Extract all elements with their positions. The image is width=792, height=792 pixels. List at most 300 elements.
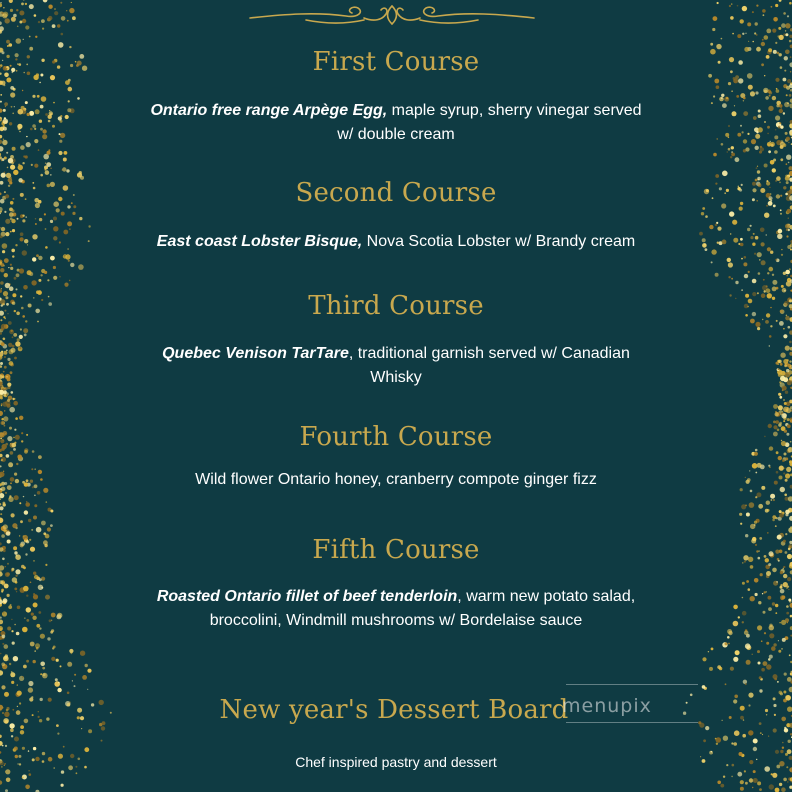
glitter-dot [740, 780, 744, 784]
glitter-dot [28, 687, 33, 692]
glitter-dot [713, 153, 717, 157]
glitter-dot [740, 125, 742, 127]
glitter-dot [45, 246, 48, 249]
glitter-dot [65, 284, 67, 286]
glitter-dot [778, 517, 782, 521]
glitter-dot [14, 357, 17, 360]
glitter-dot [15, 244, 17, 246]
glitter-dot [728, 643, 730, 645]
glitter-dot [15, 527, 17, 529]
glitter-dot [716, 222, 718, 224]
glitter-dot [722, 240, 727, 245]
glitter-dot [22, 219, 25, 222]
glitter-dot [728, 631, 732, 635]
glitter-dot [769, 655, 773, 659]
glitter-dot [65, 80, 70, 85]
glitter-dot [764, 90, 767, 93]
glitter-dot [5, 18, 10, 23]
glitter-dot [786, 211, 790, 215]
glitter-dot [11, 219, 15, 223]
glitter-dot [789, 600, 792, 603]
glitter-dot [3, 502, 6, 505]
glitter-dot [788, 740, 791, 743]
glitter-dot [66, 10, 67, 11]
glitter-dot [60, 665, 62, 667]
glitter-dot [785, 372, 791, 378]
glitter-dot [785, 618, 789, 622]
glitter-dot [28, 750, 29, 751]
glitter-dot [10, 267, 13, 270]
glitter-dot [25, 155, 28, 158]
glitter-dot [764, 121, 766, 123]
glitter-dot [2, 402, 7, 407]
glitter-dot [74, 685, 76, 687]
glitter-dot [746, 480, 750, 484]
glitter-dot [2, 664, 7, 669]
glitter-dot [758, 662, 761, 665]
glitter-dot [5, 745, 7, 747]
glitter-dot [741, 258, 743, 260]
glitter-dot [787, 622, 789, 624]
glitter-dot [6, 404, 10, 408]
glitter-dot [775, 612, 777, 614]
glitter-dot [0, 117, 2, 121]
glitter-dot [769, 624, 772, 627]
glitter-dot [101, 726, 105, 730]
glitter-dot [1, 158, 4, 161]
glitter-dot [754, 92, 756, 94]
glitter-dot [37, 491, 41, 495]
glitter-dot [4, 172, 6, 174]
glitter-dot [789, 756, 792, 760]
glitter-dot [783, 328, 785, 330]
glitter-dot [1, 526, 6, 531]
glitter-dot [750, 524, 755, 529]
glitter-dot [14, 398, 16, 400]
glitter-dot [0, 626, 3, 631]
glitter-dot [46, 501, 48, 503]
glitter-dot [0, 513, 2, 515]
glitter-dot [3, 7, 4, 8]
glitter-dot [754, 452, 758, 456]
glitter-dot [3, 612, 5, 614]
glitter-dot [748, 730, 753, 735]
glitter-dot [717, 2, 719, 4]
glitter-dot [0, 741, 3, 746]
glitter-dot [10, 371, 13, 374]
glitter-dot [773, 404, 778, 409]
glitter-dot [755, 91, 758, 94]
glitter-dot [3, 12, 9, 18]
glitter-dot [784, 402, 787, 405]
glitter-dot [34, 468, 36, 470]
glitter-dot [770, 325, 772, 327]
glitter-dot [23, 586, 29, 592]
glitter-dot [761, 42, 765, 46]
glitter-dot [766, 591, 767, 592]
glitter-dot [765, 565, 770, 570]
glitter-dot [747, 22, 751, 26]
glitter-dot [730, 667, 734, 671]
glitter-dot [754, 32, 756, 34]
glitter-dot [758, 127, 763, 132]
glitter-dot [783, 78, 787, 82]
glitter-dot [768, 106, 773, 111]
course-2-title: Second Course [295, 178, 497, 208]
glitter-dot [6, 394, 8, 396]
glitter-dot [4, 387, 6, 389]
glitter-dot [764, 766, 770, 772]
glitter-dot [15, 581, 18, 584]
glitter-dot [40, 478, 43, 481]
glitter-dot [758, 110, 761, 113]
glitter-dot [716, 85, 720, 89]
glitter-dot [0, 465, 2, 467]
glitter-dot [0, 135, 2, 138]
glitter-dot [79, 217, 82, 220]
glitter-dot [733, 605, 738, 610]
glitter-dot [776, 88, 778, 90]
glitter-dot [3, 109, 6, 112]
glitter-dot [771, 6, 773, 8]
glitter-dot [0, 109, 2, 113]
glitter-dot [78, 264, 84, 270]
glitter-dot [31, 529, 33, 531]
glitter-dot [782, 742, 784, 744]
glitter-dot [779, 510, 782, 513]
glitter-dot [749, 778, 753, 782]
glitter-dot [780, 584, 782, 586]
glitter-dot [780, 363, 783, 366]
glitter-dot [789, 40, 792, 43]
glitter-dot [754, 521, 757, 524]
glitter-dot [779, 0, 782, 2]
glitter-dot [76, 772, 78, 774]
glitter-dot [2, 635, 6, 639]
glitter-dot [0, 135, 2, 139]
glitter-dot [8, 267, 9, 268]
glitter-dot [780, 213, 782, 215]
glitter-dot [7, 386, 10, 389]
glitter-dot [699, 232, 703, 236]
glitter-dot [733, 78, 738, 83]
glitter-dot [21, 109, 26, 114]
glitter-dot [0, 600, 3, 604]
glitter-dot [4, 656, 7, 659]
glitter-dot [744, 631, 749, 636]
glitter-dot [11, 249, 15, 253]
glitter-dot [769, 625, 774, 630]
glitter-dot [5, 374, 11, 380]
glitter-dot [0, 506, 4, 510]
glitter-dot [783, 568, 784, 569]
glitter-dot [11, 630, 13, 632]
glitter-dot [0, 227, 1, 229]
glitter-dot [766, 501, 770, 505]
glitter-dot [31, 468, 33, 470]
glitter-dot [19, 676, 24, 681]
glitter-dot [25, 502, 30, 507]
glitter-dot [40, 128, 43, 131]
glitter-dot [61, 33, 64, 36]
glitter-dot [12, 642, 15, 645]
glitter-dot [731, 146, 734, 149]
glitter-dot [26, 619, 29, 622]
glitter-dot [775, 78, 779, 82]
glitter-dot [38, 279, 41, 282]
glitter-dot [743, 680, 747, 684]
glitter-dot [775, 115, 780, 120]
glitter-dot [789, 687, 792, 693]
glitter-dot [0, 26, 4, 31]
glitter-dot [788, 162, 790, 164]
glitter-dot [730, 16, 734, 20]
glitter-dot [778, 27, 781, 30]
glitter-dot [12, 345, 15, 348]
glitter-dot [42, 129, 46, 133]
glitter-dot [27, 483, 31, 487]
glitter-dot [786, 373, 788, 375]
glitter-dot [776, 140, 781, 145]
glitter-dot [739, 752, 743, 756]
glitter-dot [772, 519, 775, 522]
glitter-dot [787, 407, 789, 409]
glitter-dot [48, 149, 50, 151]
glitter-dot [705, 215, 708, 218]
glitter-dot [0, 395, 2, 399]
glitter-dot [70, 108, 75, 113]
glitter-dot [787, 79, 791, 83]
glitter-dot [12, 213, 16, 217]
glitter-dot [786, 359, 788, 361]
glitter-dot [0, 11, 4, 16]
glitter-dot [24, 482, 28, 486]
glitter-dot [11, 348, 16, 353]
glitter-dot [788, 777, 791, 780]
glitter-dot [67, 221, 72, 226]
glitter-dot [1, 288, 2, 289]
glitter-dot [776, 231, 780, 235]
glitter-dot [774, 678, 777, 681]
glitter-dot [58, 754, 63, 759]
glitter-dot [35, 643, 40, 648]
glitter-dot [71, 2, 72, 3]
glitter-dot [763, 661, 768, 666]
glitter-dot [1, 636, 4, 639]
glitter-dot [702, 657, 706, 661]
glitter-dot [0, 390, 4, 395]
glitter-dot [776, 287, 779, 290]
glitter-dot [1, 459, 3, 461]
glitter-dot [777, 681, 779, 683]
glitter-dot [14, 495, 19, 500]
glitter-dot [22, 215, 24, 217]
glitter-dot [54, 11, 58, 15]
glitter-dot [769, 335, 772, 338]
glitter-dot [776, 122, 781, 127]
glitter-dot [0, 636, 3, 640]
glitter-dot [48, 115, 52, 119]
glitter-dot [68, 79, 71, 82]
glitter-dot [4, 482, 7, 485]
glitter-dot [9, 663, 11, 665]
glitter-dot [783, 417, 786, 420]
glitter-dot [16, 591, 17, 592]
glitter-dot [38, 21, 40, 23]
glitter-dot [4, 247, 6, 249]
glitter-dot [764, 632, 766, 634]
glitter-dot [761, 486, 765, 490]
glitter-dot [779, 104, 783, 108]
glitter-dot [745, 33, 746, 34]
glitter-dot [12, 255, 14, 257]
glitter-dot [20, 328, 22, 330]
glitter-dot [53, 236, 57, 240]
glitter-dot [776, 765, 780, 769]
glitter-dot [44, 213, 46, 215]
course-3-description [150, 342, 642, 390]
glitter-dot [781, 23, 786, 28]
glitter-dot [754, 253, 756, 255]
glitter-dot [740, 238, 743, 241]
glitter-dot [10, 9, 13, 12]
glitter-dot [773, 159, 776, 162]
glitter-dot [32, 486, 34, 488]
glitter-dot [13, 401, 18, 406]
glitter-dot [779, 109, 783, 113]
glitter-dot [0, 365, 2, 368]
glitter-dot [5, 232, 9, 236]
glitter-dot [59, 140, 62, 143]
glitter-dot [7, 594, 10, 597]
glitter-dot [25, 101, 28, 104]
glitter-dot [740, 523, 742, 525]
glitter-dot [786, 612, 789, 615]
glitter-dot [6, 454, 10, 458]
glitter-dot [42, 134, 47, 139]
glitter-dot [12, 229, 15, 232]
glitter-dot [762, 285, 768, 291]
glitter-dot [75, 766, 77, 768]
glitter-dot [54, 681, 60, 687]
glitter-dot [2, 600, 6, 604]
glitter-dot [725, 133, 729, 137]
glitter-dot [26, 136, 27, 137]
glitter-dot [733, 742, 737, 746]
glitter-dot [4, 273, 8, 277]
glitter-dot [42, 28, 44, 30]
glitter-dot [722, 171, 728, 177]
glitter-dot [16, 463, 18, 465]
glitter-dot [6, 152, 8, 154]
glitter-dot [0, 30, 2, 34]
glitter-dot [764, 213, 769, 218]
glitter-dot [42, 760, 45, 763]
glitter-dot [16, 632, 20, 636]
glitter-dot [0, 520, 2, 522]
glitter-dot [21, 3, 24, 6]
glitter-dot [48, 120, 51, 123]
glitter-dot [767, 509, 770, 512]
glitter-dot [738, 243, 740, 245]
glitter-dot [40, 673, 42, 675]
glitter-dot [58, 151, 62, 155]
glitter-dot [3, 265, 4, 266]
glitter-dot [0, 617, 2, 619]
glitter-dot [768, 658, 771, 661]
glitter-dot [11, 391, 14, 394]
glitter-dot [25, 216, 27, 218]
glitter-dot [778, 373, 782, 377]
glitter-dot [777, 234, 782, 239]
glitter-dot [10, 165, 15, 170]
glitter-dot [24, 510, 28, 514]
glitter-dot [768, 736, 769, 737]
course-4-details: Wild flower Ontario honey, cranberry compote ginger fizz [195, 471, 597, 488]
glitter-dot [750, 225, 752, 227]
glitter-dot [14, 473, 17, 476]
glitter-dot [787, 749, 792, 754]
glitter-dot [719, 241, 723, 245]
glitter-dot [0, 565, 4, 570]
glitter-dot [782, 386, 787, 391]
glitter-dot [59, 241, 61, 243]
glitter-dot [785, 132, 788, 135]
glitter-dot [84, 747, 89, 752]
glitter-dot [0, 488, 2, 492]
glitter-dot [767, 272, 769, 274]
glitter-dot [760, 146, 762, 148]
glitter-dot [742, 621, 744, 623]
glitter-dot [10, 231, 12, 233]
glitter-dot [68, 100, 70, 102]
glitter-dot [32, 758, 35, 761]
glitter-dot [17, 218, 19, 220]
glitter-dot [783, 143, 787, 147]
glitter-dot [14, 624, 16, 626]
glitter-dot [28, 770, 29, 771]
glitter-dot [783, 359, 788, 364]
glitter-dot [740, 19, 744, 23]
glitter-dot [0, 493, 4, 498]
glitter-dot [789, 94, 792, 97]
glitter-dot [2, 120, 6, 124]
glitter-dot [740, 488, 743, 491]
glitter-dot [0, 390, 2, 393]
glitter-dot [5, 387, 8, 390]
glitter-dot [0, 332, 2, 335]
glitter-dot [0, 490, 2, 493]
glitter-dot [0, 454, 3, 458]
glitter-dot [7, 627, 11, 631]
glitter-dot [753, 747, 757, 751]
glitter-dot [744, 256, 747, 259]
course-1-details: maple syrup, sherry vinegar served w/ double cream [337, 102, 642, 143]
glitter-dot [52, 125, 55, 128]
glitter-dot [88, 729, 92, 733]
glitter-dot [752, 279, 757, 284]
glitter-dot [786, 467, 791, 472]
glitter-dot [47, 637, 50, 640]
glitter-dot [779, 691, 783, 695]
glitter-dot [764, 591, 766, 593]
glitter-dot [3, 119, 8, 124]
glitter-dot [786, 402, 791, 407]
glitter-dot [0, 373, 4, 378]
glitter-dot [64, 283, 68, 287]
glitter-dot [780, 382, 785, 387]
glitter-dot [731, 151, 733, 153]
